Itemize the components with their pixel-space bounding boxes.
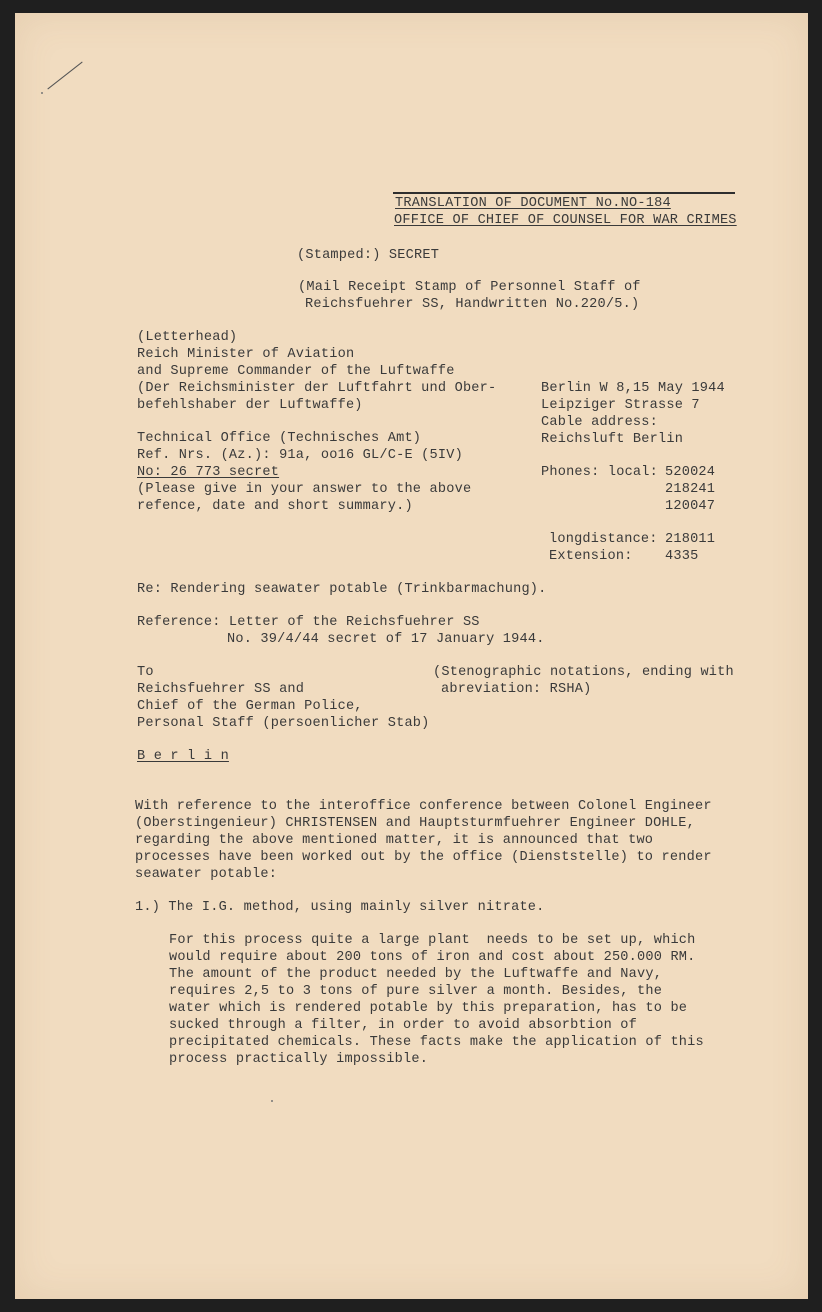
office-line: refence, date and short summary.): [137, 499, 413, 514]
item-1-line: water which is rendered potable by this preparation, has to be: [169, 1001, 688, 1016]
document-page: [15, 13, 808, 1299]
body-line: processes have been worked out by the office (Dienststelle) to render: [135, 850, 712, 865]
phone-number: 120047: [665, 499, 716, 514]
cable-label: Cable address:: [541, 415, 659, 430]
item-1-line: would require about 200 tons of iron and cost about 250.000 RM.: [169, 950, 696, 965]
body-line: seawater potable:: [135, 867, 278, 882]
longdistance-number: 218011: [665, 532, 716, 547]
item-1-heading: 1.) The I.G. method, using mainly silver nitrate.: [135, 900, 545, 915]
header-line-1: TRANSLATION OF DOCUMENT No.NO-184: [395, 196, 671, 211]
stenographic-note-2: abreviation: RSHA): [441, 682, 592, 697]
header-rule-top: [393, 192, 735, 194]
receipt-stamp-line-1: (Mail Receipt Stamp of Personnel Staff of: [298, 280, 641, 295]
item-1-line: The amount of the product needed by the Luftwaffe and Navy,: [169, 967, 663, 982]
receipt-stamp-line-2: Reichsfuehrer SS, Handwritten No.220/5.): [305, 297, 640, 312]
speck: [271, 1100, 273, 1102]
item-1-line: requires 2,5 to 3 tons of pure silver a month. Besides, the: [169, 984, 663, 999]
recipient-line: Reichsfuehrer SS and: [137, 682, 305, 697]
item-1-line: sucked through a filter, in order to avoid absorbtion of: [169, 1018, 638, 1033]
body-line: (Oberstingenieur) CHRISTENSEN and Hauptsturmfuehrer Engineer DOHLE,: [135, 816, 695, 831]
pen-mark: [47, 62, 82, 90]
reference-line-1: Reference: Letter of the Reichsfuehrer SS: [137, 615, 480, 630]
office-line: Technical Office (Technisches Amt): [137, 431, 422, 446]
office-number: No: 26 773 secret: [137, 465, 280, 480]
extension-label: Extension:: [549, 549, 633, 564]
date-line: Berlin W 8,15 May 1944: [541, 381, 725, 396]
city-line: B e r l i n: [137, 749, 229, 764]
speck: [41, 92, 43, 94]
stenographic-note-1: (Stenographic notations, ending with: [433, 665, 734, 680]
letterhead-line: and Supreme Commander of the Luftwaffe: [137, 364, 455, 379]
longdistance-label: longdistance:: [549, 532, 658, 547]
subject-line: Re: Rendering seawater potable (Trinkbarmachung).: [137, 582, 547, 597]
recipient-line: Chief of the German Police,: [137, 699, 363, 714]
item-1-line: process practically impossible.: [169, 1052, 429, 1067]
recipient-line: Personal Staff (persoenlicher Stab): [137, 716, 430, 731]
cable-address: Reichsluft Berlin: [541, 432, 684, 447]
letterhead-line: (Letterhead): [137, 330, 238, 345]
street-line: Leipziger Strasse 7: [541, 398, 700, 413]
body-line: regarding the above mentioned matter, it is announced that two: [135, 833, 654, 848]
stamp-secret: (Stamped:) SECRET: [297, 248, 440, 263]
item-1-line: For this process quite a large plant needs to be set up, which: [169, 933, 696, 948]
letterhead-line: befehlshaber der Luftwaffe): [137, 398, 363, 413]
recipient-line: To: [137, 665, 154, 680]
office-line: Ref. Nrs. (Az.): 91a, oo16 GL/C-E (5IV): [137, 448, 463, 463]
extension-number: 4335: [665, 549, 699, 564]
letterhead-line: (Der Reichsminister der Luftfahrt und Ober-: [137, 381, 497, 396]
header-line-2: OFFICE OF CHIEF OF COUNSEL FOR WAR CRIMES: [394, 213, 737, 228]
phones-label: Phones: local:: [541, 465, 659, 480]
phone-number: 218241: [665, 482, 716, 497]
reference-line-2: No. 39/4/44 secret of 17 January 1944.: [227, 632, 545, 647]
phone-number: 520024: [665, 465, 716, 480]
office-line: (Please give in your answer to the above: [137, 482, 472, 497]
body-line: With reference to the interoffice conference between Colonel Engineer: [135, 799, 712, 814]
letterhead-line: Reich Minister of Aviation: [137, 347, 355, 362]
item-1-line: precipitated chemicals. These facts make the application of this: [169, 1035, 704, 1050]
